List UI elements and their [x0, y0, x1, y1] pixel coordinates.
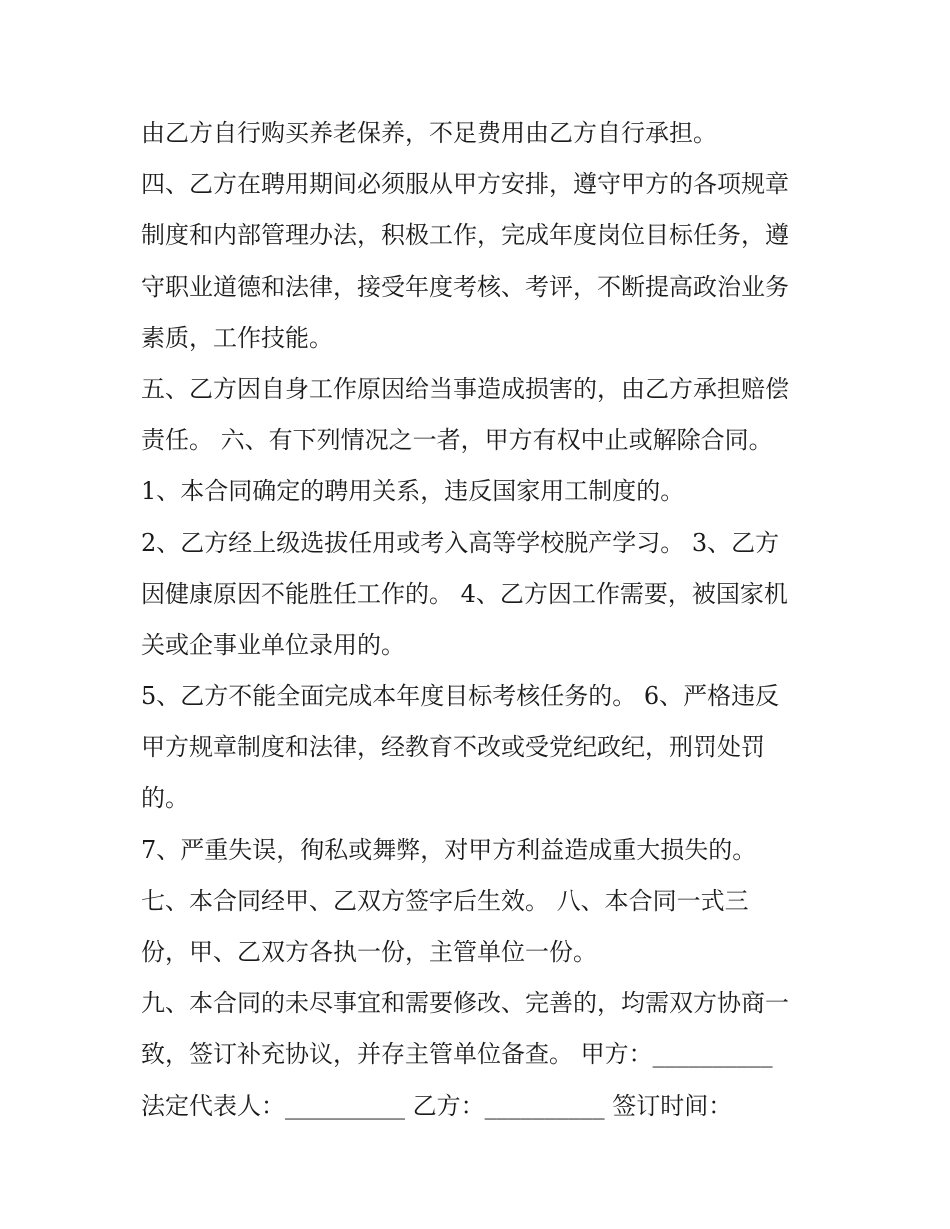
contract-body — [141, 108, 821, 1132]
text-line: 的。 — [141, 784, 189, 813]
text-line: 七、本合同经甲、乙双方签字后生效。 八、本合同一式三 — [141, 886, 749, 915]
text-line: 素质，工作技能。 — [141, 323, 333, 352]
text-line: 四、乙方在聘用期间必须服从甲方安排，遵守甲方的各项规章 — [141, 170, 789, 199]
text-line: 5、乙方不能全面完成本年度目标考核任务的。 6、严格违反 — [141, 682, 780, 711]
text-line: 份，甲、乙双方各执一份，主管单位一份。 — [141, 938, 597, 966]
signature-line: 法定代表人：__________ 乙方：__________ 签订时间： — [141, 1091, 733, 1120]
text-line: 因健康原因不能胜任工作的。 4、乙方因工作需要，被国家机 — [141, 579, 788, 608]
text-line: 五、乙方因自身工作原因给当事造成损害的，由乙方承担赔偿 — [141, 374, 789, 403]
text-line: 1、本合同确定的聘用关系，违反国家用工制度的。 — [141, 477, 685, 506]
text-line: 致，签订补充协议，并存主管单位备查。 甲方：__________ — [141, 1040, 773, 1069]
text-line: 责任。 六、有下列情况之一者，甲方有权中止或解除合同。 — [141, 426, 773, 455]
text-line: 7、严重失误，徇私或舞弊，对甲方利益造成重大损失的。 — [141, 835, 757, 864]
text-line: 由乙方自行购买养老保养，不足费用由乙方自行承担。 — [141, 119, 717, 147]
text-line: 制度和内部管理办法，积极工作，完成年度岗位目标任务，遵 — [141, 221, 789, 250]
text-line: 2、乙方经上级选拔任用或考入高等学校脱产学习。 3、乙方 — [141, 528, 780, 557]
text-line: 守职业道德和法律，接受年度考核、考评，不断提高政治业务 — [141, 272, 789, 301]
text-line: 关或企事业单位录用的。 — [141, 630, 405, 659]
text-line: 甲方规章制度和法律，经教育不改或受党纪政纪，刑罚处罚 — [141, 733, 765, 762]
text-line: 九、本合同的未尽事宜和需要修改、完善的，均需双方协商一 — [141, 989, 789, 1018]
